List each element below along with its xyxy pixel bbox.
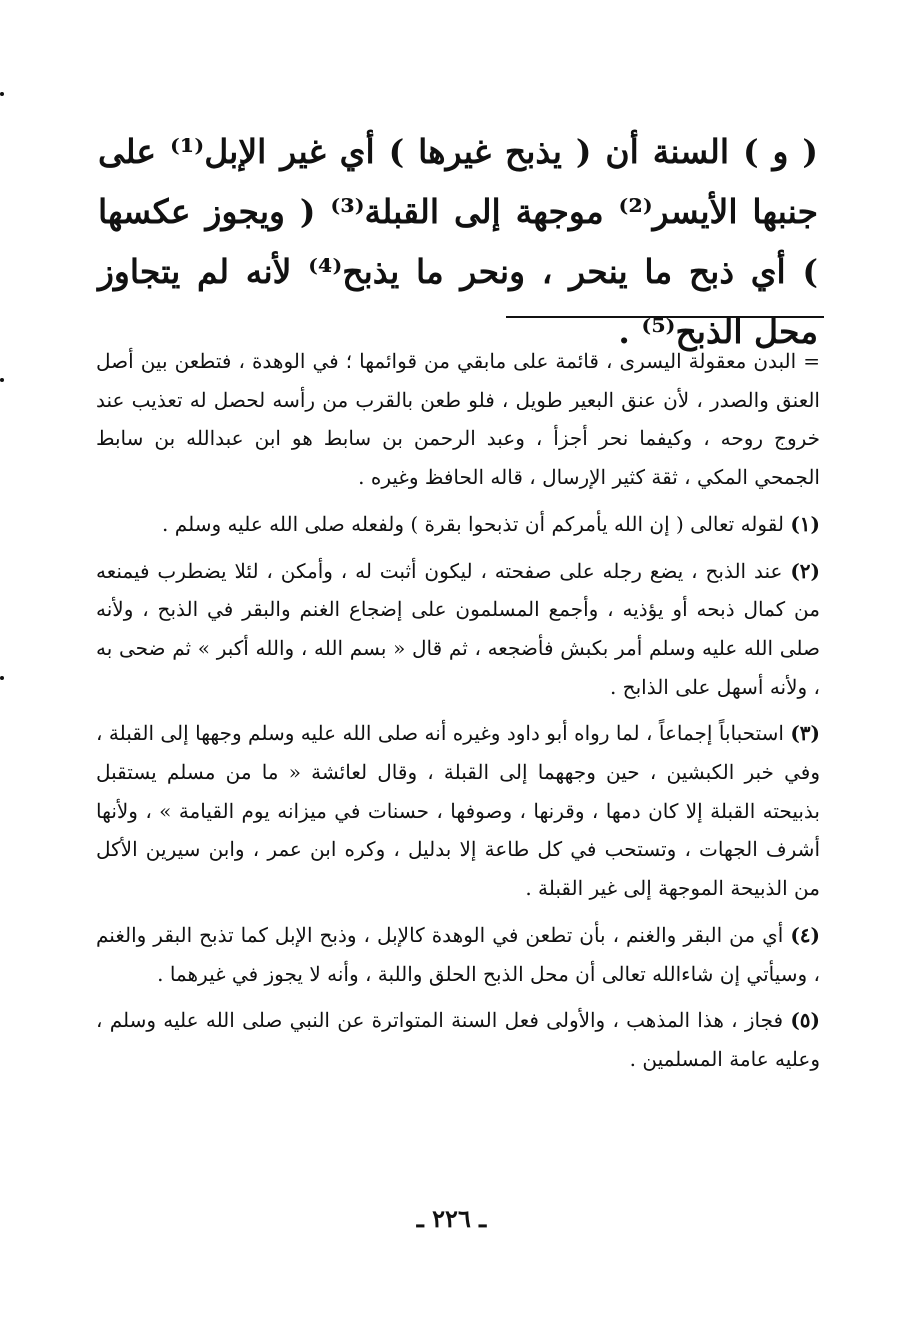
footnote-1: [96, 505, 820, 544]
footnote-5: [96, 1001, 820, 1078]
scan-edge-mark: [0, 676, 4, 680]
footnote-number: (٥): [790, 1008, 820, 1033]
main-text-paragraph: ( و ) السنة أن ( يذبح غيرها ) أي غير الإبل⁽¹⁾ على جنبها الأيسر⁽²⁾ موجهة إلى القبلة⁽³⁾ ( ويجوز عكسها ) أي ذبح ما ينحر ، ونحر ما يذبح⁽⁴⁾ لأنه لم يتجاوز محل الذبح⁽⁵⁾ .: [98, 132, 819, 351]
scan-edge-mark: [0, 92, 4, 96]
scan-edge-mark: [0, 378, 4, 382]
footnote-continuation: = البدن معقولة اليسرى ، قائمة على مابقي من قوائمها ؛ في الوهدة ، فتطعن بين أصل العنق والصدر ، لأن عنق البعير طويل ، فلو طعن بالقرب من رأسه لحصل له تعذيب عند خروج روحه ، وكيفما نحر أجزأ ، وعبد الرحمن بن سابط هو ابن عبدالله بن سابط الجمحي المكي ، ثقة كثير الإرسال ، قاله الحافظ وغيره .: [96, 349, 821, 490]
footnotes-section: [96, 342, 820, 1087]
footnote-number: (٢): [790, 558, 821, 583]
footnote-text: عند الذبح ، يضع رجله على صفحته ، ليكون أثبت له ، وأمكن ، لئلا يضطرب فيمنعه من كمال ذبحه أو يؤذيه ، وأجمع المسلمون على إضجاع الغنم والبقر في الذبح ، ولأنه صلى الله عليه وسلم أمر بكبش فأضجعه ، ثم قال « بسم الله ، والله أكبر » ثم ضحى به ، ولأنه أسهل على الذابح .: [96, 558, 820, 699]
footnote-divider: [506, 316, 824, 318]
footnote-text: فجاز ، هذا المذهب ، والأولى فعل السنة المتواترة عن النبي صلى الله عليه وسلم ، وعليه عامة المسلمين .: [96, 1008, 820, 1071]
footnote-2: [96, 552, 820, 707]
main-text-block: [98, 122, 818, 362]
footnote-3: [96, 714, 820, 908]
footnote-number: (٣): [790, 721, 821, 746]
footnote-text: أي من البقر والغنم ، بأن تطعن في الوهدة كالإبل ، وذبح الإبل كما تذبح البقر والغنم ، وسيأتي إن شاءالله تعالى أن محل الذبح الحلق واللبة ، وأنه لا يجوز في غيرهما .: [96, 922, 820, 986]
footnote-number: (١): [790, 511, 820, 536]
footnote-text: لقوله تعالى ( إن الله يأمركم أن تذبحوا بقرة ) ولفعله صلى الله عليه وسلم .: [162, 511, 784, 536]
footnote-4: [96, 916, 820, 993]
footnote-text: استحباباً إجماعاً ، لما رواه أبو داود وغيره أنه صلى الله عليه وسلم وجهها إلى القبلة ، وفي خبر الكبشين ، حين وجههما إلى القبلة ، وقال لعائشة « ما من مسلم يستقبل بذبيحته القبلة إلا كان دمها ، وقرنها ، وصوفها ، حسنات في ميزانه يوم القيامة » ، ولأنها أشرف الجهات ، وتستحب في كل طاعة إلا بدليل ، وكره ابن عمر ، وابن سيرين الأكل من الذبيحة الموجهة إلى غير القبلة .: [96, 721, 820, 901]
page-number: ـ ٢٢٦ ـ: [416, 1204, 487, 1233]
footnote-number: (٤): [790, 922, 820, 947]
